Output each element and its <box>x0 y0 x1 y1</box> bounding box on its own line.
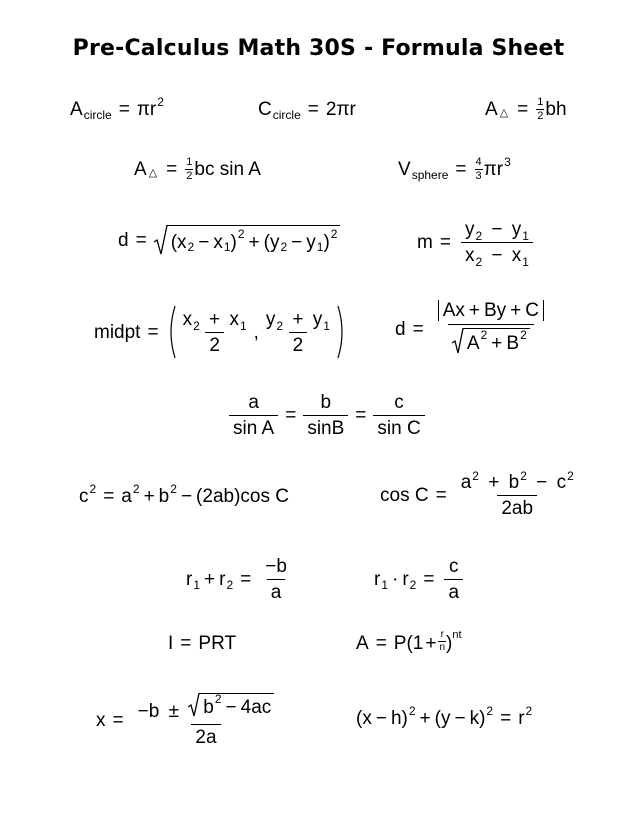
subscript-sphere: sphere <box>411 167 449 182</box>
formula-cosine-law: c 2 = a 2 + b 2 − (2ab)cos C <box>79 481 289 507</box>
var-d: d <box>395 318 406 340</box>
equals-sign: = <box>375 633 387 654</box>
sqrt-denominator: A 2 + B 2 <box>452 328 530 354</box>
formula-sum-of-roots: r 1 + r 2 = $\frac{-b}{a}$ <box>186 557 294 602</box>
radical-sign-icon <box>154 225 168 255</box>
fraction-midpoint-x: $\frac{x_2 + x_1}{2}$ <box>182 308 247 356</box>
equals-sign: = <box>135 229 147 251</box>
var-r: r <box>349 99 356 120</box>
equals-sign: = <box>307 99 319 120</box>
var-C: C <box>258 99 272 120</box>
equals-sign: = <box>435 485 447 506</box>
pi-symbol: π <box>136 99 150 120</box>
fraction-a-sin-a: $\frac{a}{\text{sin A}}$ <box>229 393 278 438</box>
fraction-slope: $\frac{y_2 - y_1}{x_2 - x_1}$ <box>461 220 533 265</box>
fraction-c-sin-c: $\frac{c}{\text{sin C}}$ <box>373 393 424 438</box>
fraction-half: $\frac{1}{2}$ <box>537 96 544 122</box>
absolute-value: Ax + By + C <box>438 300 544 321</box>
formula-quadratic: x = −b ± b 2 − 4ac 2a <box>96 693 281 747</box>
equals-sign: = <box>412 318 424 340</box>
var-V: V <box>398 159 411 180</box>
fraction-half: $\frac{1}{2}$ <box>186 156 193 182</box>
var-r: r <box>149 99 157 120</box>
equals-sign: = <box>240 569 252 590</box>
formula-sine-law <box>226 393 428 438</box>
formula-circle-equation: (x − h) 2 + (y − k) 2 = r 2 <box>356 703 533 729</box>
formula-simple-interest: I = PRT <box>168 633 237 654</box>
big-paren-group <box>166 305 347 359</box>
right-paren-icon <box>337 305 347 359</box>
expr-bh: bh <box>545 99 567 120</box>
equals-sign: = <box>180 633 192 654</box>
comma: , <box>253 321 259 343</box>
triangle-icon: △ <box>148 167 158 179</box>
pi-symbol: π <box>483 159 497 180</box>
formula-area-triangle-sine <box>134 157 261 182</box>
equals-sign: = <box>423 569 435 590</box>
formula-circumference <box>258 99 356 122</box>
equals-sign: = <box>166 159 178 180</box>
subscript-circle: circle <box>83 107 112 122</box>
equals-sign: = <box>147 321 159 343</box>
exponent: 2 <box>157 94 164 109</box>
label-midpt: midpt <box>94 321 141 343</box>
subscript-circle: circle <box>272 107 301 122</box>
equals-sign: = <box>439 232 451 253</box>
exponent: 3 <box>504 154 511 169</box>
equals-sign: = <box>285 405 297 426</box>
sqrt-discriminant: b 2 − 4ac <box>188 693 274 717</box>
formula-slope <box>417 219 536 269</box>
triangle-icon: △ <box>499 107 509 119</box>
formula-distance <box>118 225 340 255</box>
var-m: m <box>417 232 433 253</box>
formula-compound-interest: A = P(1 + $\frac{r}{n}$ ) nt <box>356 629 462 654</box>
sqrt-distance: (x 2 − x 1 ) 2 + (y 2 − y 1 ) 2 <box>154 225 341 255</box>
coefficient: 2 <box>325 99 337 120</box>
fraction-r-over-n: $\frac{r}{n}$ <box>439 629 446 653</box>
formula-area-triangle <box>485 97 567 122</box>
fraction-quadratic: −b ± b 2 − 4ac 2a <box>134 693 279 747</box>
formula-point-line-distance <box>395 300 551 358</box>
fraction-c-over-a: $\frac{c}{a}$ <box>444 557 463 602</box>
fraction-four-thirds: $\frac{4}{3}$ <box>475 156 482 182</box>
var-d: d <box>118 229 129 251</box>
formula-cosine-law-solved: cos C = $\frac{a^2 + b^2 - c^2}{2ab}$ <box>380 473 581 518</box>
expr-bc-sin-a: bc sin A <box>194 159 261 180</box>
var-A: A <box>70 99 83 120</box>
page-title: Pre-Calculus Math 30S - Formula Sheet <box>72 36 565 61</box>
var-A: A <box>134 159 147 180</box>
fraction-point-line <box>434 300 548 358</box>
radical-sign-icon <box>188 693 200 717</box>
equals-sign: = <box>103 486 115 507</box>
var-A: A <box>485 99 498 120</box>
formula-area-circle <box>70 94 164 122</box>
formula-midpoint <box>94 305 347 359</box>
equals-sign: = <box>500 708 512 729</box>
pi-symbol: π <box>336 99 350 120</box>
equals-sign: = <box>118 99 130 120</box>
fraction-midpoint-y: $\frac{y_2 + y_1}{2}$ <box>265 308 330 356</box>
fraction-b-sin-b: $\frac{b}{\sin B}$ <box>303 393 348 438</box>
fraction-neg-b-over-a: $\frac{-b}{a}$ <box>265 556 287 603</box>
formula-volume-sphere <box>398 154 511 182</box>
equals-sign: = <box>355 405 367 426</box>
formula-product-of-roots: r 1 · r 2 = $\frac{c}{a}$ <box>374 557 466 602</box>
fraction-cosine: $\frac{a^2 + b^2 - c^2}{2ab}$ <box>460 469 574 519</box>
var-r: r <box>496 159 504 180</box>
left-paren-icon <box>166 305 176 359</box>
radical-sign-icon <box>452 328 464 354</box>
equals-sign: = <box>112 709 124 731</box>
equals-sign: = <box>455 159 467 180</box>
equals-sign: = <box>517 99 529 120</box>
